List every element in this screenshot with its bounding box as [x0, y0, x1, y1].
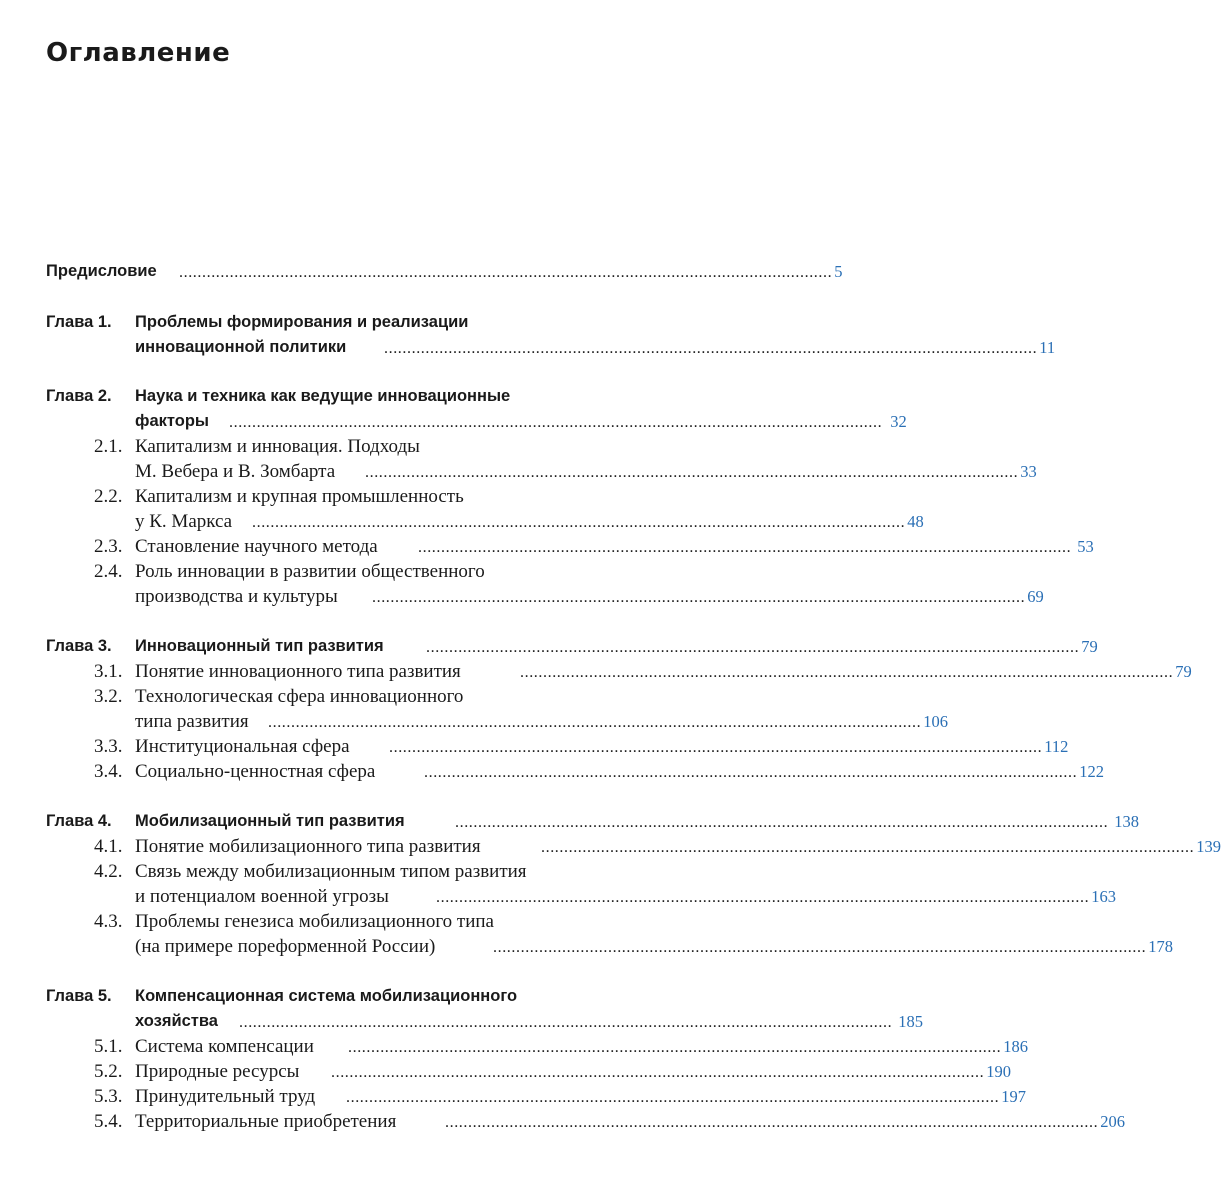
toc-entry-chapter-4[interactable]: [0, 809, 1139, 834]
section-number: 3.1.: [94, 661, 123, 682]
leader: .............................................................................................................................................. 69: [372, 584, 692, 609]
toc-entry-chapter-2-cont[interactable]: [0, 409, 907, 434]
leader: .............................................................................................................................................. 112: [389, 734, 692, 759]
entry-title-cont: факторы: [135, 412, 209, 430]
entry-title: Роль инновации в развитии общественного: [135, 561, 485, 582]
leader: .............................................................................................................................................. 190: [331, 1059, 692, 1084]
section-number: 2.1.: [94, 436, 123, 457]
section-number: 4.1.: [94, 836, 123, 857]
entry-title: Связь между мобилизационным типом развития: [135, 861, 527, 882]
section-number: 4.3.: [94, 911, 123, 932]
entry-title: Институциональная сфера: [135, 736, 350, 757]
entry-title: Система компенсации: [135, 1036, 314, 1057]
toc-entry-5-1[interactable]: [0, 1034, 1028, 1059]
entry-title: Проблемы генезиса мобилизационного типа: [135, 911, 494, 932]
chapter-number: Глава 1.: [46, 313, 112, 331]
toc-entry-2-3[interactable]: [0, 534, 1094, 559]
section-number: 5.4.: [94, 1111, 123, 1132]
leader: .............................................................................................................................................. 33: [365, 459, 692, 484]
leader: .............................................................................................................................................. 185: [239, 1009, 692, 1034]
page-number: 79: [1081, 637, 1098, 656]
entry-title-cont: производства и культуры: [135, 586, 338, 607]
toc-entry-chapter-5-cont[interactable]: [0, 1009, 923, 1034]
toc-entry-4-3[interactable]: [0, 909, 739, 934]
entry-title: Проблемы формирования и реализации: [135, 313, 469, 331]
toc-entry-2-1-cont[interactable]: [0, 459, 1037, 484]
chapter-number: Глава 3.: [46, 637, 112, 655]
section-number: 3.2.: [94, 686, 123, 707]
chapter-number: Глава 5.: [46, 987, 112, 1005]
page-number: 106: [923, 712, 948, 731]
entry-title-cont: хозяйства: [135, 1012, 218, 1030]
page-number: 112: [1044, 737, 1069, 756]
toc-entry-4-2[interactable]: [0, 859, 739, 884]
toc-entry-4-3-cont[interactable]: [0, 934, 1173, 959]
page-title: Оглавление: [46, 38, 231, 68]
chapter-number: Глава 4.: [46, 812, 112, 830]
page-number: 163: [1091, 887, 1116, 906]
toc-entry-2-2-cont[interactable]: [0, 509, 924, 534]
page-number: 48: [907, 512, 924, 531]
entry-title: Компенсационная система мобилизационного: [135, 987, 518, 1005]
toc-entry-chapter-3[interactable]: [0, 634, 1098, 659]
toc-entry-2-4-cont[interactable]: [0, 584, 1044, 609]
entry-title: Понятие инновационного типа развития: [135, 661, 461, 682]
entry-title: Предисловие: [46, 262, 157, 280]
page-number: 11: [1039, 338, 1056, 357]
page-number: 53: [1077, 537, 1094, 556]
page-number: 5: [834, 262, 843, 281]
leader: .............................................................................................................................................. 48: [252, 509, 692, 534]
toc-entry-2-2[interactable]: [0, 484, 739, 509]
toc-entry-5-4[interactable]: [0, 1109, 1125, 1134]
entry-title: Технологическая сфера инновационного: [135, 686, 464, 707]
leader: .............................................................................................................................................. 122: [424, 759, 692, 784]
entry-title: Инновационный тип развития: [135, 637, 384, 655]
entry-title: Территориальные приобретения: [135, 1111, 397, 1132]
section-number: 3.4.: [94, 761, 123, 782]
entry-title: Капитализм и крупная промышленность: [135, 486, 464, 507]
section-number: 5.1.: [94, 1036, 123, 1057]
toc-entry-3-4[interactable]: [0, 759, 1104, 784]
chapter-number: Глава 2.: [46, 387, 112, 405]
page-number: 69: [1027, 587, 1044, 606]
toc-entry-4-1[interactable]: [0, 834, 1221, 859]
toc-entry-2-4[interactable]: [0, 559, 739, 584]
page-number: 32: [890, 412, 907, 431]
section-number: 4.2.: [94, 861, 123, 882]
page-number: 138: [1114, 812, 1139, 831]
toc-entry-3-2[interactable]: [0, 684, 739, 709]
leader: .............................................................................................................................................. 206: [445, 1109, 692, 1134]
section-number: 2.2.: [94, 486, 123, 507]
leader: .............................................................................................................................................. 178: [493, 934, 692, 959]
toc-entry-5-3[interactable]: [0, 1084, 1026, 1109]
entry-title: Мобилизационный тип развития: [135, 812, 405, 830]
entry-title: Принудительный труд: [135, 1086, 316, 1107]
leader: .............................................................................................................................................. 32: [229, 409, 692, 434]
entry-title: Наука и техника как ведущие инновационные: [135, 387, 511, 405]
leader: .............................................................................................................................................. 197: [346, 1084, 692, 1109]
entry-title-cont: инновационной политики: [135, 338, 347, 356]
page-number: 33: [1020, 462, 1037, 481]
leader: .............................................................................................................................................. 53: [418, 534, 692, 559]
toc-entry-3-2-cont[interactable]: [0, 709, 948, 734]
leader: .............................................................................................................................................. 139: [541, 834, 692, 859]
entry-title: Капитализм и инновация. Подходы: [135, 436, 420, 457]
entry-title: Понятие мобилизационного типа развития: [135, 836, 481, 857]
toc-entry-2-1[interactable]: [0, 434, 739, 459]
toc-entry-chapter-1[interactable]: [0, 310, 739, 335]
section-number: 3.3.: [94, 736, 123, 757]
toc-entry-3-3[interactable]: [0, 734, 1069, 759]
page-number: 178: [1148, 937, 1173, 956]
entry-title-cont: М. Вебера и В. Зомбарта: [135, 461, 336, 482]
entry-title: Становление научного метода: [135, 536, 378, 557]
page-number: 79: [1175, 662, 1192, 681]
toc-entry-preface[interactable]: [0, 259, 843, 284]
leader: .............................................................................................................................................. 106: [268, 709, 692, 734]
page-number: 139: [1196, 837, 1221, 856]
leader: .............................................................................................................................................. 79: [426, 634, 692, 659]
page-number: 186: [1003, 1037, 1028, 1056]
page-number: 190: [986, 1062, 1011, 1081]
toc-entry-chapter-5[interactable]: [0, 984, 739, 1009]
entry-title-cont: и потенциалом военной угрозы: [135, 886, 389, 907]
page-number: 206: [1100, 1112, 1125, 1131]
entry-title-cont: (на примере пореформенной России): [135, 936, 436, 957]
entry-title-cont: типа развития: [135, 711, 249, 732]
toc-entry-4-2-cont[interactable]: [0, 884, 1116, 909]
toc-entry-3-1[interactable]: [0, 659, 1192, 684]
page-number: 122: [1079, 762, 1104, 781]
leader: .............................................................................................................................................. 79: [520, 659, 692, 684]
leader: .............................................................................................................................................. 163: [436, 884, 692, 909]
leader: .............................................................................................................................................. 11: [384, 335, 692, 360]
leader: .............................................................................................................................................. 5: [179, 259, 692, 284]
section-number: 2.3.: [94, 536, 123, 557]
entry-title: Природные ресурсы: [135, 1061, 300, 1082]
section-number: 5.2.: [94, 1061, 123, 1082]
page-number: 185: [898, 1012, 923, 1031]
toc-entry-chapter-1-cont[interactable]: [0, 335, 1056, 360]
entry-title-cont: у К. Маркса: [135, 511, 233, 532]
leader: .............................................................................................................................................. 138: [455, 809, 692, 834]
leader: .............................................................................................................................................. 186: [348, 1034, 692, 1059]
section-number: 5.3.: [94, 1086, 123, 1107]
entry-title: Социально-ценностная сфера: [135, 761, 376, 782]
section-number: 2.4.: [94, 561, 123, 582]
toc-entry-5-2[interactable]: [0, 1059, 1011, 1084]
toc-entry-chapter-2[interactable]: [0, 384, 739, 409]
page-number: 197: [1001, 1087, 1026, 1106]
